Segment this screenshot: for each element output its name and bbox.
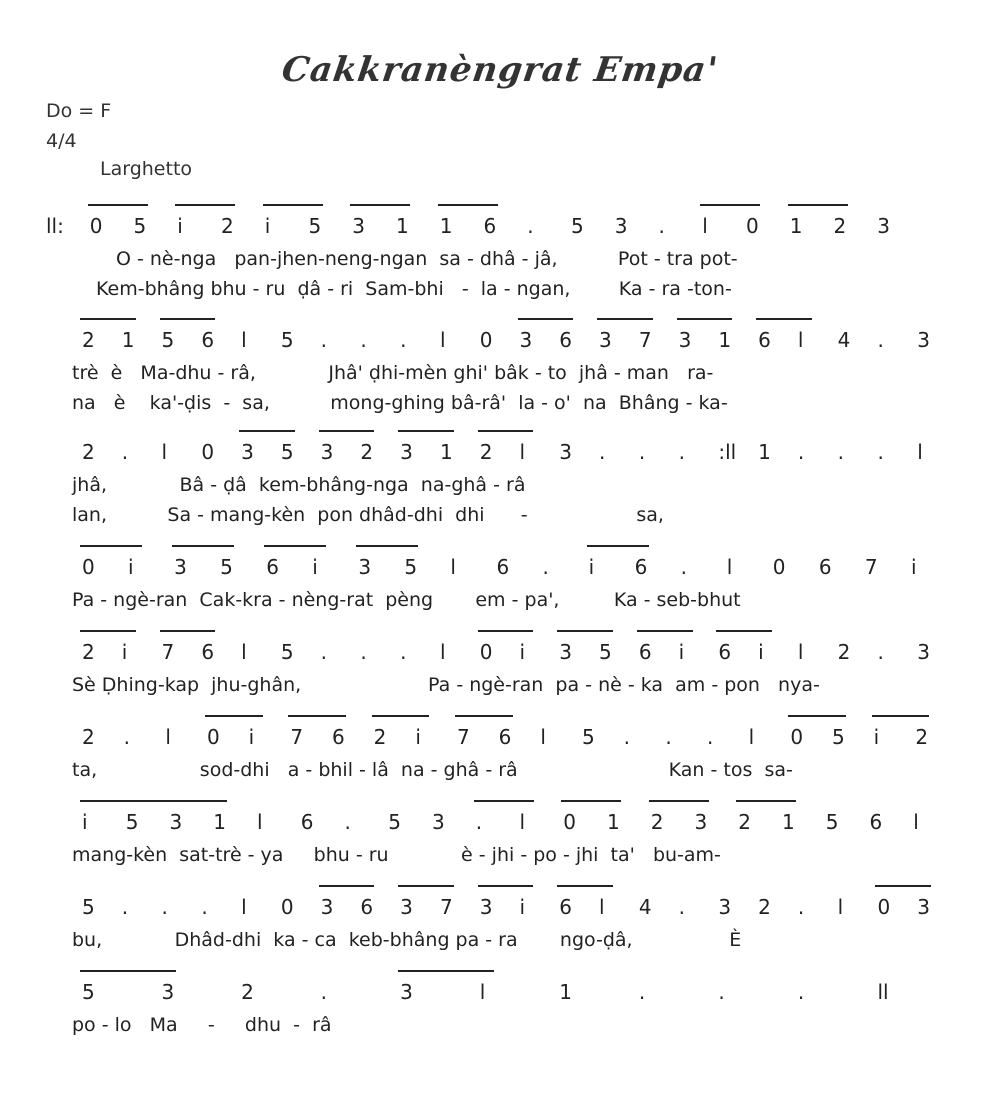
- note-token: 5: [599, 640, 612, 664]
- note-token: 3: [161, 980, 175, 1004]
- note-token: .: [121, 440, 129, 464]
- note-token: 6: [559, 328, 572, 352]
- lyric-line: po - lo Ma - dhu - râ: [72, 1014, 332, 1036]
- note-token: 6: [869, 810, 883, 834]
- beam-line: [80, 318, 136, 320]
- note-token: 2: [82, 640, 95, 664]
- note-token: 5: [404, 555, 418, 579]
- note-token: 7: [864, 555, 878, 579]
- note-token: i: [588, 555, 595, 579]
- note-token: 3: [917, 328, 930, 352]
- beam-line: [587, 545, 649, 547]
- note-token: 6: [266, 555, 279, 579]
- note-token: 0: [82, 555, 95, 579]
- note-token: ll:: [46, 214, 64, 238]
- note-token: 1: [718, 328, 732, 352]
- beam-line: [875, 885, 931, 887]
- note-token: 6: [758, 328, 771, 352]
- note-token: l: [241, 640, 247, 664]
- note-token: .: [877, 328, 884, 352]
- note-token: 2: [82, 725, 95, 749]
- note-token: 4: [837, 328, 851, 352]
- note-token: 3: [400, 440, 413, 464]
- notation-system: [0, 725, 1000, 781]
- beam-line: [597, 318, 653, 320]
- note-token: l: [599, 895, 605, 919]
- note-token: 2: [82, 440, 95, 464]
- beam-line: [478, 885, 534, 887]
- note-token: 2: [915, 725, 929, 749]
- note-token: 3: [320, 440, 334, 464]
- note-token: 6: [332, 725, 345, 749]
- note-token: l: [748, 725, 755, 749]
- note-token: 0: [877, 895, 891, 919]
- note-token: l: [479, 980, 486, 1004]
- beam-line: [716, 630, 772, 632]
- note-token: 3: [694, 810, 708, 834]
- notation-system: [0, 980, 1000, 1036]
- note-token: 0: [479, 640, 493, 664]
- note-token: l: [241, 895, 247, 919]
- note-token: 5: [832, 725, 845, 749]
- note-token: 1: [396, 214, 409, 238]
- note-token: 5: [82, 895, 95, 919]
- note-token: :ll: [718, 440, 737, 464]
- beam-line: [398, 885, 454, 887]
- note-token: .: [400, 640, 407, 664]
- key-signature: Do = F: [46, 100, 112, 122]
- beam-line: [264, 545, 326, 547]
- notation-system: [0, 328, 1000, 414]
- note-token: l: [519, 810, 526, 834]
- note-token: 3: [877, 214, 890, 238]
- beam-line: [478, 630, 534, 632]
- note-token: l: [439, 640, 446, 664]
- note-token: .: [123, 725, 131, 749]
- beam-line: [478, 430, 534, 432]
- note-token: 6: [718, 640, 732, 664]
- beam-line: [288, 715, 346, 717]
- note-token: i: [415, 725, 421, 749]
- note-token: .: [320, 980, 327, 1004]
- beam-line: [756, 318, 812, 320]
- note-token: 2: [241, 980, 254, 1004]
- note-token: 3: [241, 440, 254, 464]
- tempo-marking: Larghetto: [100, 158, 193, 180]
- notation-system: [0, 440, 1000, 526]
- beam-line: [80, 630, 136, 632]
- note-token: 5: [125, 810, 139, 834]
- note-token: 6: [559, 895, 572, 919]
- note-token: 1: [758, 440, 771, 464]
- note-token: l: [837, 895, 844, 919]
- note-token: 3: [519, 328, 533, 352]
- beam-line: [438, 204, 498, 206]
- beam-line: [649, 800, 709, 802]
- song-title: Cakkranèngrat Empa': [279, 50, 721, 90]
- note-token: i: [678, 640, 685, 664]
- note-token: 6: [360, 895, 374, 919]
- note-token: 3: [917, 640, 930, 664]
- lyric-line: ta, sod-dhi a - bhil - lâ na - ghâ - râ Kan - tos sa-: [72, 759, 793, 781]
- note-token: i: [82, 810, 88, 834]
- note-token: l: [439, 328, 446, 352]
- note-token: i: [312, 555, 318, 579]
- note-token: .: [797, 895, 805, 919]
- beam-line: [172, 545, 234, 547]
- note-token: 6: [483, 214, 497, 238]
- note-token: l: [797, 640, 804, 664]
- note-token: 3: [432, 810, 445, 834]
- note-token: i: [121, 640, 128, 664]
- note-token: .: [344, 810, 351, 834]
- note-token: 2: [221, 214, 234, 238]
- note-token: .: [201, 895, 208, 919]
- beam-line: [557, 630, 613, 632]
- note-token: .: [718, 980, 725, 1004]
- notation-system: [0, 640, 1000, 696]
- note-token: 5: [582, 725, 595, 749]
- beam-line: [677, 318, 733, 320]
- beam-line: [788, 204, 848, 206]
- note-token: .: [360, 328, 367, 352]
- note-token: .: [678, 895, 685, 919]
- note-token: 2: [360, 440, 374, 464]
- note-token: l: [702, 214, 708, 238]
- note-token: l: [519, 440, 526, 464]
- note-token: 2: [479, 440, 493, 464]
- note-token: l: [540, 725, 546, 749]
- beam-line: [80, 970, 176, 972]
- note-token: 1: [439, 214, 453, 238]
- note-token: 5: [82, 980, 95, 1004]
- note-token: .: [320, 640, 327, 664]
- note-token: 3: [559, 640, 572, 664]
- note-token: 0: [790, 725, 804, 749]
- note-token: .: [623, 725, 631, 749]
- lyric-line: na è ka'-ḍis - sa, mong-ghing bâ-râ' la - o' na Bhâng - ka-: [72, 392, 728, 414]
- note-token: .: [797, 440, 805, 464]
- note-token: 5: [308, 214, 322, 238]
- note-token: l: [257, 810, 263, 834]
- note-token: i: [128, 555, 134, 579]
- note-token: 7: [638, 328, 652, 352]
- beam-line: [372, 715, 430, 717]
- note-token: .: [599, 440, 606, 464]
- note-token: 7: [290, 725, 304, 749]
- note-token: 3: [614, 214, 628, 238]
- beam-line: [350, 204, 410, 206]
- note-token: .: [475, 810, 483, 834]
- note-token: 7: [161, 640, 175, 664]
- note-token: 2: [82, 328, 95, 352]
- note-token: .: [320, 328, 327, 352]
- note-token: .: [837, 440, 845, 464]
- note-token: 3: [917, 895, 930, 919]
- note-token: 3: [400, 980, 413, 1004]
- note-token: 3: [678, 328, 692, 352]
- note-token: 5: [280, 328, 294, 352]
- note-token: 5: [161, 328, 175, 352]
- note-token: 1: [213, 810, 226, 834]
- note-token: 1: [121, 328, 135, 352]
- note-token: 6: [201, 328, 215, 352]
- note-token: .: [638, 980, 646, 1004]
- note-token: 0: [280, 895, 294, 919]
- beam-line: [398, 970, 494, 972]
- note-token: 5: [571, 214, 584, 238]
- time-signature: 4/4: [46, 130, 77, 152]
- note-token: 1: [559, 980, 572, 1004]
- note-token: 2: [837, 640, 851, 664]
- note-token: 2: [738, 810, 751, 834]
- note-token: 2: [758, 895, 771, 919]
- note-token: 6: [638, 640, 652, 664]
- note-token: .: [638, 440, 646, 464]
- note-token: 3: [479, 895, 493, 919]
- lyric-line: O - nè-nga pan-jhen-neng-ngan sa - dhâ - jâ, Pot - tra pot-: [116, 248, 738, 270]
- note-token: i: [910, 555, 917, 579]
- note-token: 3: [174, 555, 187, 579]
- note-token: l: [917, 440, 923, 464]
- note-token: 6: [634, 555, 648, 579]
- note-token: 5: [388, 810, 401, 834]
- note-token: i: [519, 640, 526, 664]
- note-token: 2: [373, 725, 387, 749]
- note-token: .: [678, 440, 685, 464]
- beam-line: [263, 204, 323, 206]
- note-token: .: [797, 980, 805, 1004]
- note-token: 3: [718, 895, 732, 919]
- note-token: 3: [400, 895, 413, 919]
- note-token: 0: [207, 725, 220, 749]
- notation-system: [0, 895, 1000, 951]
- note-token: 5: [280, 440, 294, 464]
- note-token: 0: [772, 555, 786, 579]
- note-token: 3: [320, 895, 334, 919]
- beam-line: [872, 715, 930, 717]
- note-token: .: [877, 640, 884, 664]
- note-token: 5: [133, 214, 147, 238]
- note-token: 1: [789, 214, 803, 238]
- note-token: .: [877, 440, 884, 464]
- beam-line: [80, 545, 142, 547]
- note-token: .: [161, 895, 168, 919]
- note-token: .: [707, 725, 714, 749]
- note-token: 0: [746, 214, 759, 238]
- note-token: i: [519, 895, 526, 919]
- note-token: 6: [496, 555, 510, 579]
- note-token: 1: [439, 440, 453, 464]
- note-token: 7: [457, 725, 470, 749]
- note-token: 2: [650, 810, 664, 834]
- note-token: l: [913, 810, 919, 834]
- lyric-line: lan, Sa - mang-kèn pon dhâd-dhi dhi - sa,: [72, 504, 664, 526]
- note-token: ll: [877, 980, 889, 1004]
- lyric-line: mang-kèn sat-trè - ya bhu - ru è - jhi - po - jhi ta' bu-am-: [72, 844, 721, 866]
- note-token: .: [121, 895, 129, 919]
- note-token: 7: [439, 895, 453, 919]
- note-token: 6: [201, 640, 215, 664]
- note-token: i: [177, 214, 183, 238]
- lyric-line: trè è Ma-dhu - râ, Jhâ' ḍhi-mèn ghi' bâk - to jhâ - man ra-: [72, 362, 714, 384]
- beam-line: [788, 715, 846, 717]
- note-token: 6: [498, 725, 512, 749]
- note-token: .: [665, 725, 672, 749]
- note-token: 0: [479, 328, 493, 352]
- notation-system: [0, 555, 1000, 611]
- beam-line: [80, 800, 227, 802]
- note-token: 3: [559, 440, 572, 464]
- note-token: 2: [833, 214, 847, 238]
- note-token: l: [161, 440, 168, 464]
- beam-line: [239, 430, 295, 432]
- beam-line: [474, 800, 534, 802]
- note-token: i: [758, 640, 764, 664]
- note-token: .: [400, 328, 407, 352]
- note-token: .: [658, 214, 665, 238]
- beam-line: [160, 630, 216, 632]
- note-token: l: [241, 328, 247, 352]
- note-token: 5: [280, 640, 294, 664]
- lyric-line: Kem-bhâng bhu - ru ḍâ - ri Sam-bhi - la - ngan, Ka - ra -ton-: [96, 278, 732, 300]
- note-token: 5: [220, 555, 233, 579]
- note-token: 0: [89, 214, 103, 238]
- note-token: 1: [607, 810, 620, 834]
- note-token: 3: [352, 214, 365, 238]
- beam-line: [319, 885, 375, 887]
- note-token: i: [264, 214, 271, 238]
- note-token: .: [542, 555, 549, 579]
- note-token: 0: [201, 440, 215, 464]
- note-token: 3: [169, 810, 183, 834]
- lyric-line: bu, Dhâd-dhi ka - ca keb-bhâng pa - ra ngo-ḍâ, È: [72, 929, 742, 951]
- beam-line: [700, 204, 760, 206]
- note-token: l: [165, 725, 171, 749]
- lyric-line: Pa - ngè-ran Cak-kra - nèng-rat pèng em - pa', Ka - seb-bhut: [72, 589, 741, 611]
- notation-system: [0, 810, 1000, 866]
- beam-line: [637, 630, 693, 632]
- note-token: l: [450, 555, 456, 579]
- note-token: 0: [563, 810, 576, 834]
- note-token: i: [873, 725, 880, 749]
- note-token: i: [248, 725, 255, 749]
- beam-line: [319, 430, 375, 432]
- beam-line: [518, 318, 574, 320]
- note-token: 4: [638, 895, 652, 919]
- beam-line: [356, 545, 418, 547]
- note-token: .: [680, 555, 688, 579]
- lyric-line: jhâ, Bâ - ḍâ kem-bhâng-nga na-ghâ - râ: [72, 474, 526, 496]
- beam-line: [736, 800, 796, 802]
- beam-line: [557, 885, 613, 887]
- note-token: 5: [825, 810, 839, 834]
- note-token: 3: [599, 328, 612, 352]
- beam-line: [88, 204, 148, 206]
- beam-line: [561, 800, 621, 802]
- note-token: 1: [782, 810, 795, 834]
- note-token: .: [527, 214, 534, 238]
- lyric-line: Sè Ḍhing-kap jhu-ghân, Pa - ngè-ran pa - nè - ka am - pon nya-: [72, 674, 820, 696]
- note-token: 6: [818, 555, 832, 579]
- beam-line: [455, 715, 513, 717]
- note-token: l: [726, 555, 733, 579]
- notation-system: [0, 214, 1000, 300]
- beam-line: [175, 204, 235, 206]
- note-token: l: [797, 328, 804, 352]
- note-token: .: [360, 640, 367, 664]
- beam-line: [160, 318, 216, 320]
- note-token: 3: [358, 555, 372, 579]
- note-token: 6: [300, 810, 314, 834]
- beam-line: [398, 430, 454, 432]
- beam-line: [205, 715, 263, 717]
